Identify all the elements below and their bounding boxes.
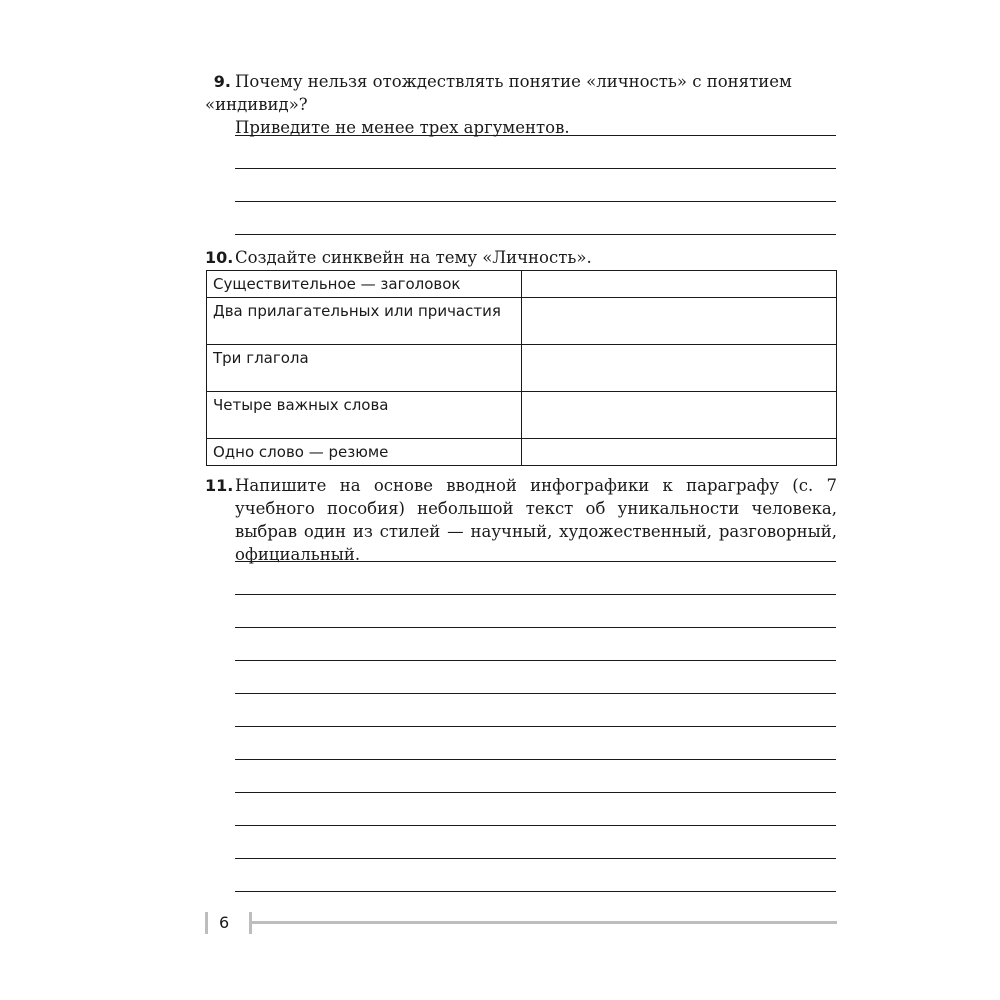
page-number: 6 <box>219 913 230 932</box>
answer-line-q11-4[interactable] <box>235 660 836 661</box>
question-9-number: 9. <box>213 72 231 91</box>
answer-line-q11-1[interactable] <box>235 561 836 562</box>
question-10 <box>205 246 837 269</box>
cinquain-answer-cell[interactable] <box>522 271 837 298</box>
answer-line-q9-1[interactable] <box>235 135 836 136</box>
question-10-number: 10. <box>205 248 234 267</box>
table-row <box>207 345 837 392</box>
answer-line-q9-3[interactable] <box>235 201 836 202</box>
answer-line-q11-2[interactable] <box>235 594 836 595</box>
cinquain-label: Два прилагательных или причастия <box>207 298 522 345</box>
table-row <box>207 439 837 466</box>
answer-line-q11-7[interactable] <box>235 759 836 760</box>
answer-line-q11-11[interactable] <box>235 891 836 892</box>
question-11-text: Напишите на основе вводной инфографики к параграфу (с. 7 учебного пособия) небольшой текст об уникальности человека, выбрав один из стилей — научный, художественный, разговорный, официальный. <box>235 476 837 564</box>
cinquain-label: Существительное — заголовок <box>207 271 522 298</box>
answer-line-q11-5[interactable] <box>235 693 836 694</box>
question-11-number: 11. <box>205 476 234 495</box>
table-row <box>207 298 837 345</box>
answer-line-q9-4[interactable] <box>235 234 836 235</box>
answer-line-q11-3[interactable] <box>235 627 836 628</box>
cinquain-answer-cell[interactable] <box>522 345 837 392</box>
cinquain-table <box>206 270 837 466</box>
question-9 <box>205 70 837 139</box>
table-row <box>207 392 837 439</box>
cinquain-answer-cell[interactable] <box>522 298 837 345</box>
question-10-text: Создайте синквейн на тему «Личность». <box>235 248 592 267</box>
table-row <box>207 271 837 298</box>
question-9-text-line-1: Почему нельзя отождествлять понятие «личность» с понятием «индивид»? <box>205 72 792 114</box>
footer-rule <box>252 921 837 924</box>
footer-bracket-left <box>205 912 208 934</box>
cinquain-answer-cell[interactable] <box>522 439 837 466</box>
answer-line-q11-6[interactable] <box>235 726 836 727</box>
cinquain-label: Одно слово — резюме <box>207 439 522 466</box>
question-9-text-line-2: Приведите не менее трех аргументов. <box>235 118 570 137</box>
cinquain-label: Четыре важных слова <box>207 392 522 439</box>
cinquain-label: Три глагола <box>207 345 522 392</box>
answer-line-q11-10[interactable] <box>235 858 836 859</box>
answer-line-q11-9[interactable] <box>235 825 836 826</box>
answer-line-q9-2[interactable] <box>235 168 836 169</box>
question-11 <box>205 474 837 566</box>
page-footer <box>205 912 837 934</box>
cinquain-answer-cell[interactable] <box>522 392 837 439</box>
answer-line-q11-8[interactable] <box>235 792 836 793</box>
question-9-line-1 <box>205 70 837 116</box>
